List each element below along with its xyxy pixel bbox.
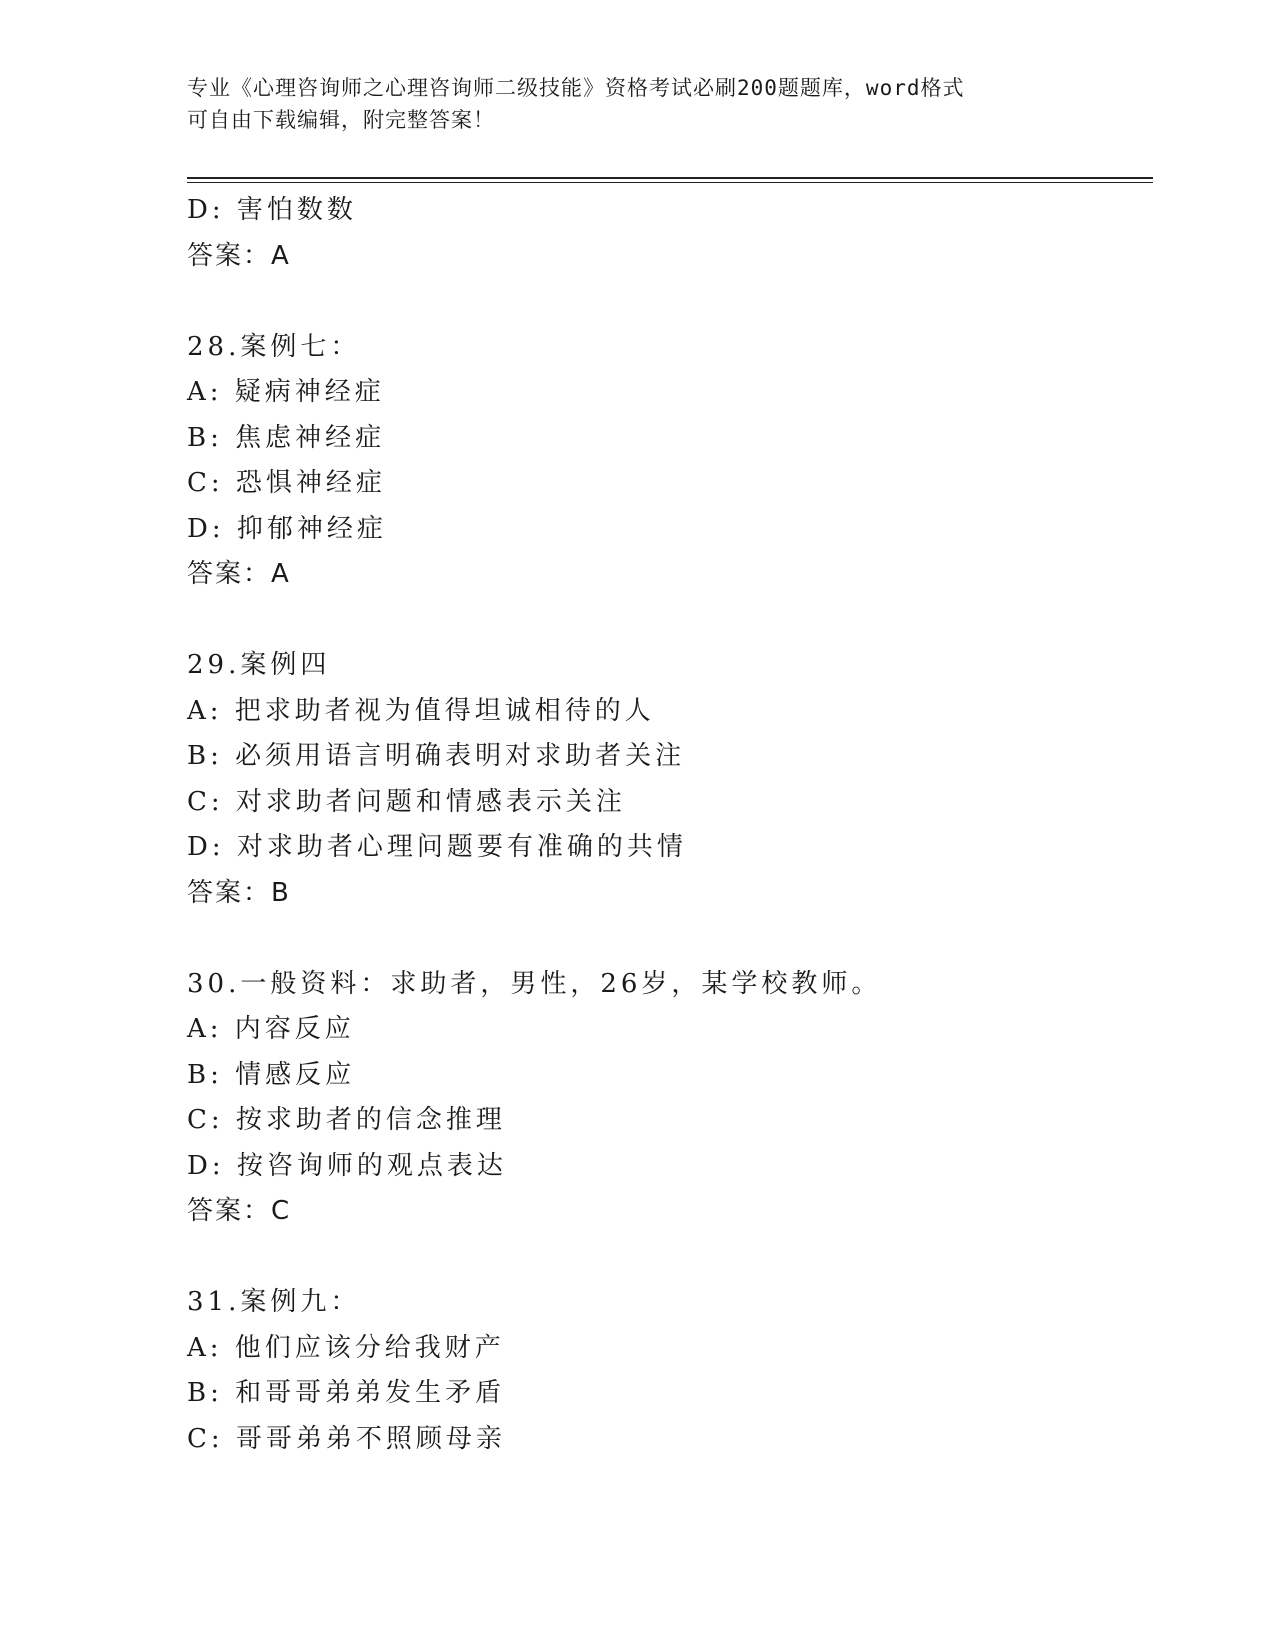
- question-block: [187, 643, 1147, 916]
- answer-line: 答案：A: [187, 240, 291, 271]
- option-d: D: 害怕数数: [187, 195, 357, 225]
- question-block: [187, 325, 1147, 598]
- spacer: [187, 916, 1147, 962]
- spacer: [187, 598, 1147, 644]
- option-b: B: 必须用语言明确表明对求助者关注: [187, 741, 686, 771]
- question-block: [187, 962, 1147, 1235]
- question-title: 30.一般资料：求助者，男性，26岁，某学校教师。: [187, 968, 882, 999]
- option-c: C: 哥哥弟弟不照顾母亲: [187, 1423, 506, 1454]
- spacer: [187, 1235, 1147, 1281]
- option-d: D: 对求助者心理问题要有准确的共情: [187, 832, 687, 862]
- option-c: C: 按求助者的信念推理: [187, 1105, 506, 1135]
- option-c: C: 恐惧神经症: [187, 468, 386, 498]
- option-a: A: 内容反应: [187, 1014, 355, 1044]
- header-line-2: 可自由下载编辑，附完整答案！: [187, 108, 495, 132]
- option-a: A: 疑病神经症: [187, 377, 385, 407]
- option-c: C: 对求助者问题和情感表示关注: [187, 786, 626, 817]
- option-d: D: 抑郁神经症: [187, 513, 387, 544]
- header-line-1: 专业《心理咨询师之心理咨询师二级技能》资格考试必刷200题题库，word格式: [187, 76, 965, 100]
- option-d: D: 按咨询师的观点表达: [187, 1150, 507, 1181]
- header-divider-thick: [187, 177, 1153, 179]
- option-a: A: 他们应该分给我财产: [187, 1332, 505, 1363]
- answer-line: 答案：C: [187, 1196, 292, 1226]
- header-divider-thin: [187, 182, 1153, 183]
- question-title: 28.案例七：: [187, 331, 361, 362]
- document-header: [187, 72, 1067, 136]
- answer-line: 答案：A: [187, 559, 291, 589]
- option-b: B: 和哥哥弟弟发生矛盾: [187, 1378, 506, 1408]
- question-list: [187, 188, 1147, 1462]
- option-a: A: 把求助者视为值得坦诚相待的人: [187, 695, 655, 726]
- question-title: 31.案例九：: [187, 1287, 361, 1317]
- spacer: [187, 279, 1147, 325]
- answer-line: 答案：B: [187, 877, 291, 908]
- option-b: B: 焦虑神经症: [187, 422, 386, 453]
- question-title: 29.案例四: [187, 650, 331, 680]
- option-b: B: 情感反应: [187, 1059, 356, 1090]
- question-block: [187, 1280, 1147, 1462]
